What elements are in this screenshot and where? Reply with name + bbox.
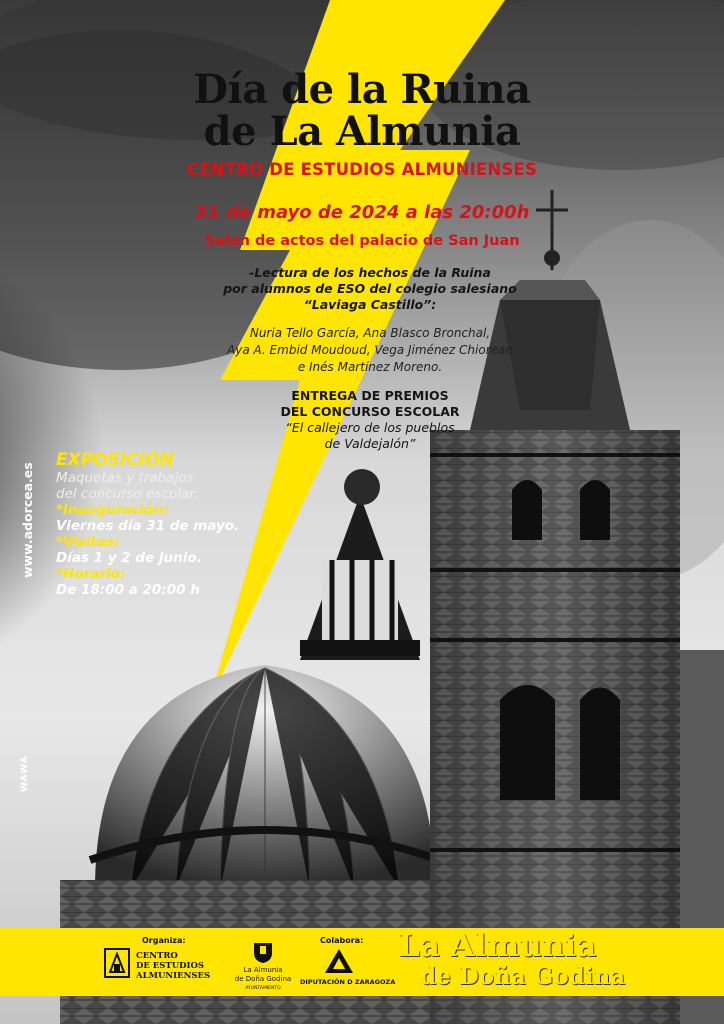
town-name-line-2: de Doña Godina — [420, 963, 626, 990]
hours-label: *Horario: — [56, 566, 126, 582]
town-coat-of-arms-icon — [252, 940, 274, 964]
reading-line-3: “Laviaga Castillo”: — [303, 297, 437, 312]
cea-line-2: DE ESTUDIOS — [136, 961, 205, 971]
award-line-4: de Valdejalón” — [324, 436, 416, 451]
town-name-line-1: La Almunia — [398, 928, 597, 964]
website-link[interactable]: www.adorcea.es — [20, 462, 35, 578]
cea-line-3: ALMUNIENSES — [136, 971, 211, 981]
exhibition-heading: EXPOSICIÓN — [56, 450, 174, 470]
exhibition-desc-1: Maquetas y trabajos — [56, 470, 194, 486]
organizer-subtitle: CENTRO DE ESTUDIOS ALMUNIENSES — [186, 160, 538, 179]
reading-line-1: -Lectura de los hechos de la Ruina — [249, 265, 491, 280]
exhibition-desc-2: del concurso escolar. — [56, 486, 198, 502]
award-block — [180, 388, 560, 452]
title-line-2: de La Almunia — [203, 108, 521, 155]
ayto-line-1: La Almunia — [243, 966, 283, 974]
cea-line-1: CENTRO — [136, 951, 178, 961]
organiza-label: Organiza: — [142, 936, 186, 945]
visits-label: *Visitas: — [56, 534, 120, 550]
dpz-logo-icon — [324, 948, 354, 974]
colabora-label: Colabora: — [320, 936, 364, 945]
award-line-2: DEL CONCURSO ESCOLAR — [280, 404, 460, 419]
inauguration-label: *Inauguración: — [56, 502, 169, 518]
inauguration-value: Viernes día 31 de mayo. — [56, 518, 240, 534]
ayto-line-2: de Doña Godina — [234, 975, 292, 983]
cea-logo-icon — [104, 948, 130, 978]
names-line-2: Aya A. Embid Moudoud, Vega Jiménez Chiorean — [227, 343, 513, 357]
dpz-text: DIPUTACIÓN D ZARAGOZA — [300, 978, 396, 986]
ayto-text — [226, 966, 300, 993]
award-line-1: ENTREGA DE PREMIOS — [291, 388, 449, 403]
cea-logo-text — [136, 951, 210, 981]
hours-value: De 18:00 a 20:00 h — [56, 582, 200, 598]
event-date: 31 de mayo de 2024 a las 20:00h — [194, 202, 530, 223]
visits-value: Días 1 y 2 de junio. — [56, 550, 202, 566]
reading-line-2: por alumnos de ESO del colegio salesiano — [223, 281, 517, 296]
award-line-3: “El callejero de los pueblos — [285, 420, 455, 435]
event-venue: Salón de actos del palacio de San Juan — [204, 233, 520, 249]
designer-credit: WAWA — [20, 755, 30, 792]
title-line-1: Día de la Ruina — [193, 66, 531, 113]
exhibition-block — [56, 450, 296, 598]
names-line-1: Nuria Tello García, Ana Blasco Bronchal, — [249, 326, 491, 340]
ayto-line-3: AYUNTAMIENTO — [245, 986, 281, 991]
reading-description — [150, 265, 590, 313]
names-line-3: e Inés Martínez Moreno. — [297, 360, 443, 374]
student-names — [170, 325, 570, 376]
